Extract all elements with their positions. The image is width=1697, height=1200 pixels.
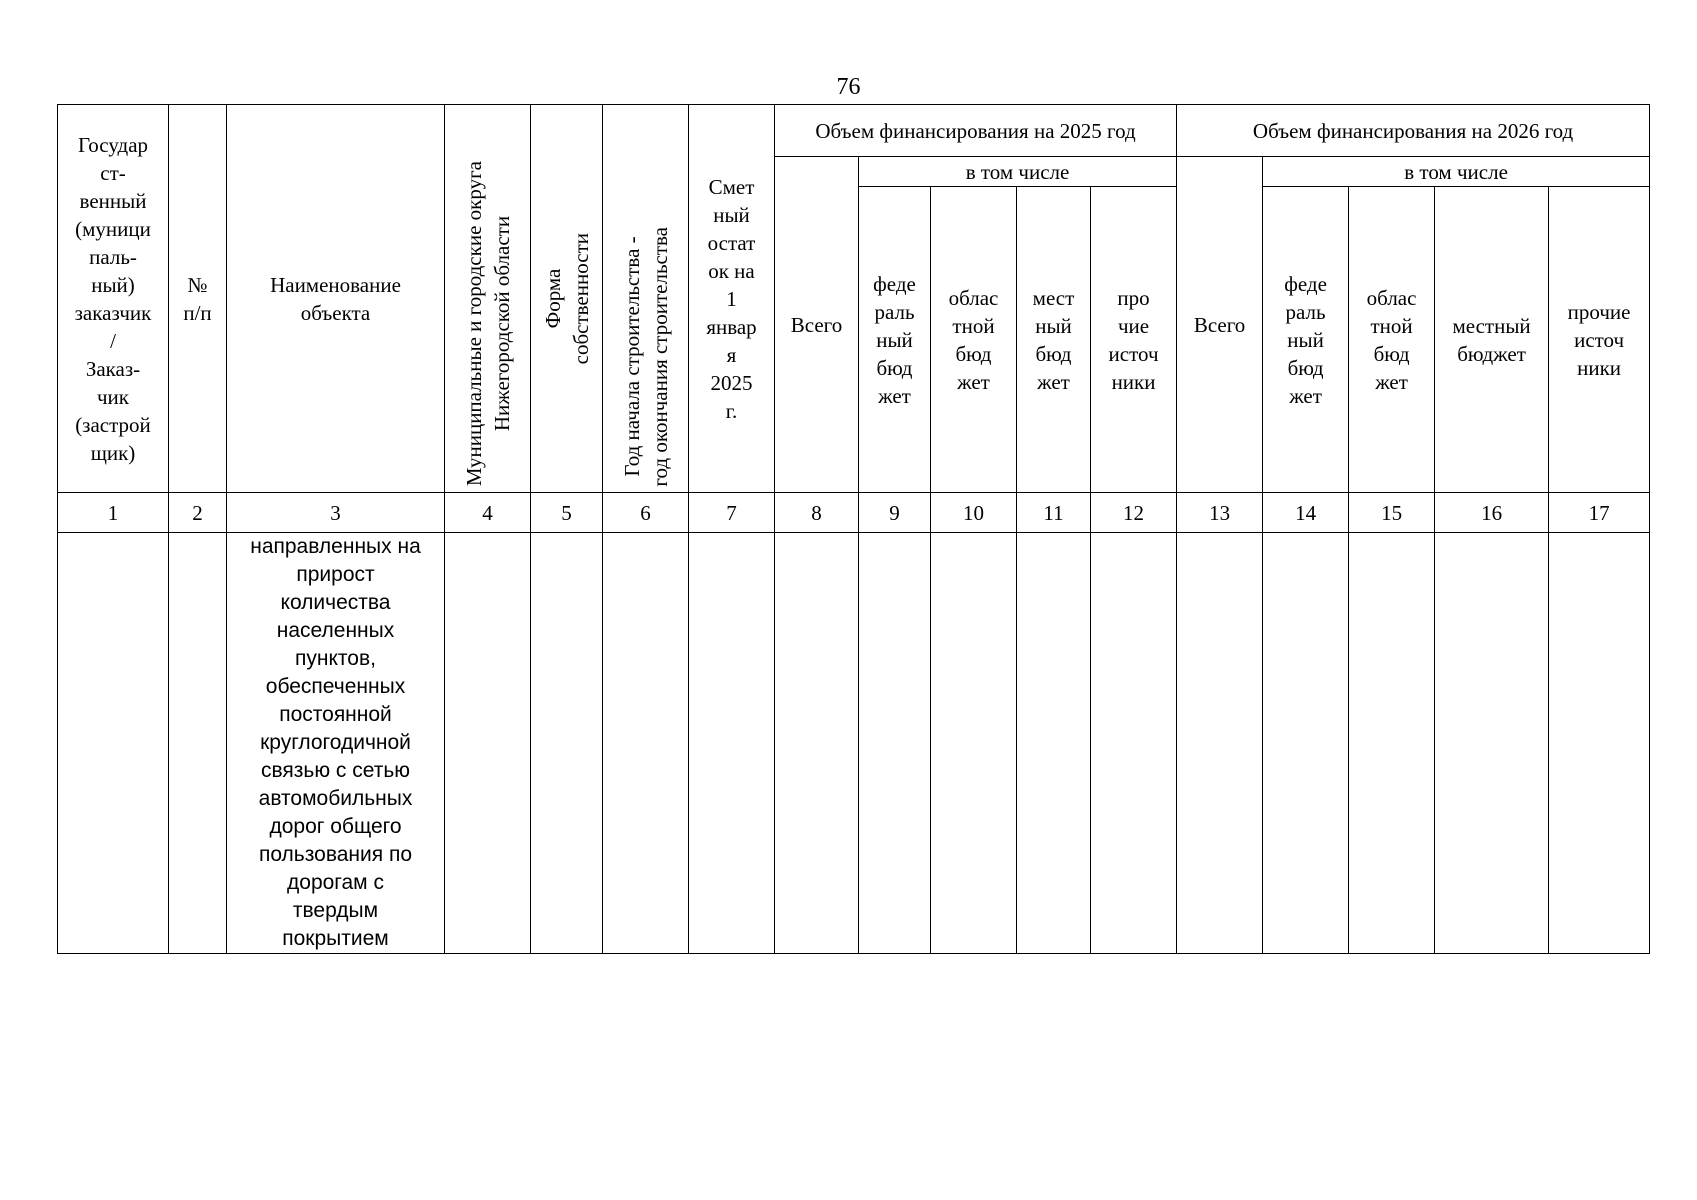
column-number: 6 — [603, 493, 689, 533]
header-federal-2026: феде раль ный бюд жет — [1263, 187, 1349, 493]
table-row — [58, 533, 1650, 954]
column-number: 11 — [1017, 493, 1091, 533]
header-funding-2026: Объем финансирования на 2026 год — [1177, 105, 1650, 157]
column-number: 15 — [1349, 493, 1435, 533]
header-other-2026: прочие источ ники — [1549, 187, 1650, 493]
column-number: 3 — [227, 493, 445, 533]
header-regional-2025: облас тной бюд жет — [931, 187, 1017, 493]
cell-federal-2025 — [859, 533, 931, 954]
header-municipal-districts: Муниципальные и городские округа Нижегородской области — [461, 161, 514, 487]
header-construction-years-cell — [603, 105, 689, 493]
header-including-2025: в том числе — [859, 157, 1177, 187]
header-funding-2025: Объем финансирования на 2025 год — [775, 105, 1177, 157]
cell-number — [169, 533, 227, 954]
cell-object-name: направленных на прирост количества населенных пунктов, обеспеченных постоянной круглогодичной связью с сетью автомобильных дорог общего пользования по дорогам с твердым покрытием — [227, 533, 445, 954]
column-number: 13 — [1177, 493, 1263, 533]
cell-regional-2026 — [1349, 533, 1435, 954]
financing-table — [57, 104, 1650, 954]
header-ownership-form: Форма собственности — [540, 232, 593, 365]
cell-other-2025 — [1091, 533, 1177, 954]
header-local-2026: местный бюджет — [1435, 187, 1549, 493]
cell-municipal-district — [445, 533, 531, 954]
column-number: 2 — [169, 493, 227, 533]
column-number: 1 — [58, 493, 169, 533]
column-number: 5 — [531, 493, 603, 533]
header-other-2025: про чие источ ники — [1091, 187, 1177, 493]
cell-estimated-balance — [689, 533, 775, 954]
column-number: 4 — [445, 493, 531, 533]
cell-regional-2025 — [931, 533, 1017, 954]
column-number: 14 — [1263, 493, 1349, 533]
cell-construction-years — [603, 533, 689, 954]
cell-total-2026 — [1177, 533, 1263, 954]
cell-other-2026 — [1549, 533, 1650, 954]
cell-local-2026 — [1435, 533, 1549, 954]
cell-federal-2026 — [1263, 533, 1349, 954]
header-estimated-balance: Смет ный остат ок на 1 январ я 2025 г. — [689, 105, 775, 493]
column-number: 9 — [859, 493, 931, 533]
header-regional-2026: облас тной бюд жет — [1349, 187, 1435, 493]
header-ownership-form-cell — [531, 105, 603, 493]
page-number: 76 — [836, 74, 861, 100]
header-construction-years: Год начала строительства - год окончания строительства — [619, 226, 672, 487]
header-local-2025: мест ный бюд жет — [1017, 187, 1091, 493]
column-number-row — [58, 493, 1650, 533]
header-total-2026: Всего — [1177, 157, 1263, 493]
header-customer: Государ ст- венный (муници паль- ный) заказчик / Заказ- чик (застрой щик) — [58, 105, 169, 493]
header-federal-2025: феде раль ный бюд жет — [859, 187, 931, 493]
cell-local-2025 — [1017, 533, 1091, 954]
column-number: 8 — [775, 493, 859, 533]
header-object-name: Наименование объекта — [227, 105, 445, 493]
header-number: № п/п — [169, 105, 227, 493]
column-number: 7 — [689, 493, 775, 533]
column-number: 17 — [1549, 493, 1650, 533]
header-including-2026: в том числе — [1263, 157, 1650, 187]
column-number: 16 — [1435, 493, 1549, 533]
column-number: 12 — [1091, 493, 1177, 533]
cell-customer — [58, 533, 169, 954]
header-total-2025: Всего — [775, 157, 859, 493]
cell-total-2025 — [775, 533, 859, 954]
header-municipal-districts-cell — [445, 105, 531, 493]
column-number: 10 — [931, 493, 1017, 533]
cell-ownership-form — [531, 533, 603, 954]
